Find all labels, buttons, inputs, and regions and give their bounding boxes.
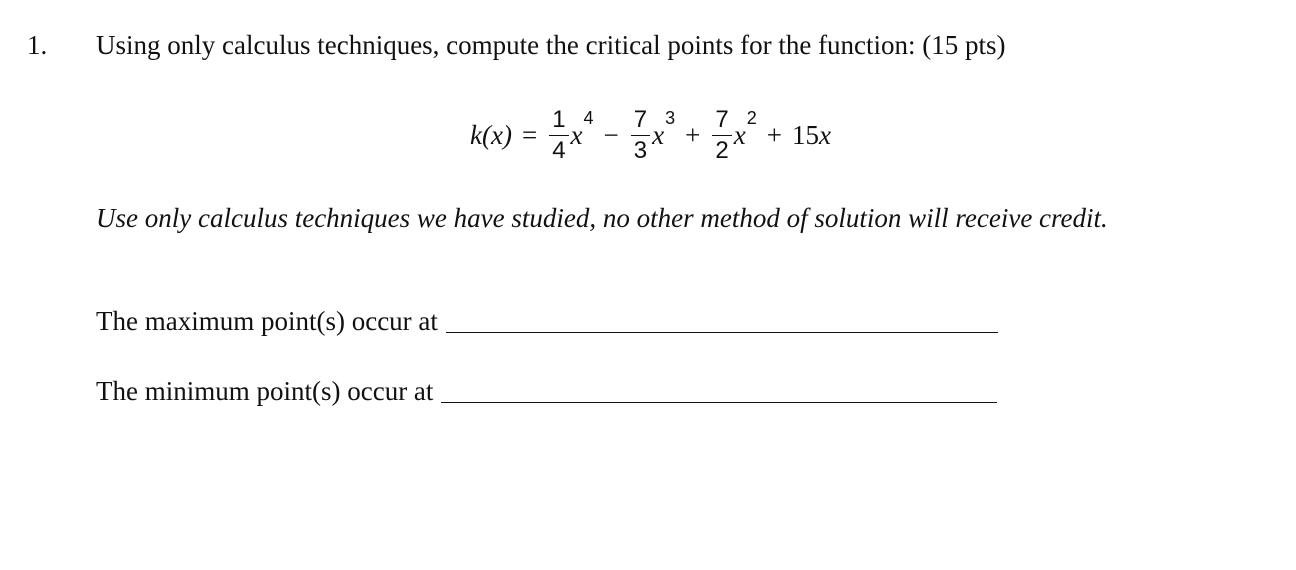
term1-numerator: 1 — [552, 105, 566, 133]
formula-lhs: k(x) — [470, 119, 512, 150]
term2-exponent: 3 — [665, 107, 676, 128]
term2-denominator: 3 — [633, 136, 648, 164]
term2-power — [652, 107, 676, 151]
term3-exponent: 2 — [746, 107, 757, 128]
question-prompt: Using only calculus techniques, compute the critical points for the function: (15 pts) — [96, 30, 1006, 60]
term1-power — [570, 107, 594, 151]
min-answer-row — [96, 376, 997, 407]
formula-op3: + — [766, 119, 782, 150]
term4-variable: x — [818, 119, 831, 150]
min-answer-label: The minimum point(s) occur at — [96, 376, 434, 406]
term2-numerator: 7 — [633, 105, 648, 133]
term3-numerator: 7 — [715, 105, 729, 133]
max-answer-label: The maximum point(s) occur at — [96, 306, 438, 336]
term1-variable: x — [570, 119, 583, 150]
term3-variable: x — [733, 119, 746, 150]
term1-fraction — [549, 105, 568, 164]
term3-denominator: 2 — [715, 136, 729, 164]
term1-denominator: 4 — [552, 136, 566, 164]
question-number: 1. — [27, 30, 48, 60]
function-formula — [470, 96, 831, 174]
term2-variable: x — [652, 119, 665, 150]
formula-op2: + — [685, 119, 701, 150]
instructions-text: Use only calculus techniques we have studied, no other method of solution will receive credit. — [96, 203, 1108, 233]
term2-fraction — [631, 105, 650, 164]
term3-fraction — [712, 105, 731, 164]
max-answer-blank[interactable] — [446, 306, 998, 333]
term3-power — [733, 107, 757, 151]
formula-op1: − — [603, 119, 619, 150]
term4-coefficient: 15 — [791, 119, 819, 150]
min-answer-blank[interactable] — [441, 376, 997, 403]
formula-equals: = — [521, 119, 538, 150]
max-answer-row — [96, 306, 998, 337]
term1-exponent: 4 — [583, 107, 594, 128]
term4 — [792, 120, 831, 151]
